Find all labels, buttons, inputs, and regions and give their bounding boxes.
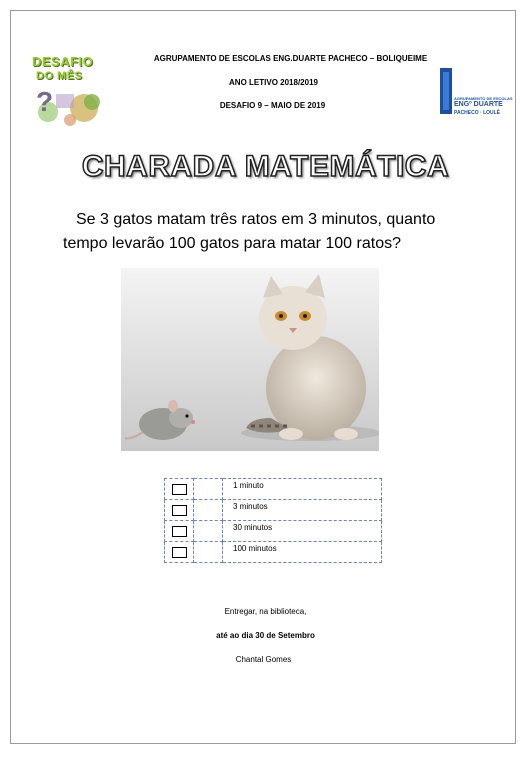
- answer-row: [165, 542, 382, 563]
- school-logo-sub: PACHECO · LOULÉ: [454, 110, 501, 116]
- deadline-note: até ao dia 30 de Setembro: [216, 631, 315, 640]
- school-year: ANO LETIVO 2018/2019: [229, 78, 318, 87]
- option-checkbox[interactable]: [172, 547, 187, 558]
- option-checkbox[interactable]: [172, 526, 187, 537]
- cat-and-rat-photo: [121, 268, 379, 451]
- question-line1: Se 3 gatos matam três ratos em 3 minutos, quanto: [76, 211, 436, 228]
- option-checkbox[interactable]: [172, 484, 187, 495]
- answer-row: [165, 500, 382, 521]
- logo-line2: DO MÊS: [36, 70, 83, 82]
- school-logo-main: ENGº DUARTE: [454, 101, 503, 108]
- answer-row: [165, 479, 382, 500]
- deliver-note: Entregar, na biblioteca,: [224, 607, 307, 616]
- question-line2: tempo levarão 100 gatos para matar 100 ratos?: [63, 235, 401, 252]
- school-logo: [440, 68, 516, 118]
- option-label: 3 minutos: [223, 500, 382, 521]
- option-label: 30 minutos: [223, 521, 382, 542]
- author-name: Chantal Gomes: [235, 655, 292, 664]
- option-label: 1 minuto: [223, 479, 382, 500]
- answer-row: [165, 521, 382, 542]
- challenge-label: DESAFIO 9 – MAIO DE 2019: [219, 101, 326, 110]
- question-mark-icon: ?: [36, 86, 54, 117]
- school-logo-small: AGRUPAMENTO DE ESCOLAS: [454, 96, 513, 101]
- logo-line1: DESAFIO: [32, 54, 94, 69]
- page-title: CHARADA MATEMÁTICA: [81, 150, 450, 183]
- option-checkbox[interactable]: [172, 505, 187, 516]
- riddle-question: [63, 208, 476, 256]
- option-label: 100 minutos: [223, 542, 382, 563]
- answer-options-table: [164, 478, 382, 563]
- school-name: AGRUPAMENTO DE ESCOLAS ENG.DUARTE PACHECO – BOLIQUEIME: [153, 54, 428, 63]
